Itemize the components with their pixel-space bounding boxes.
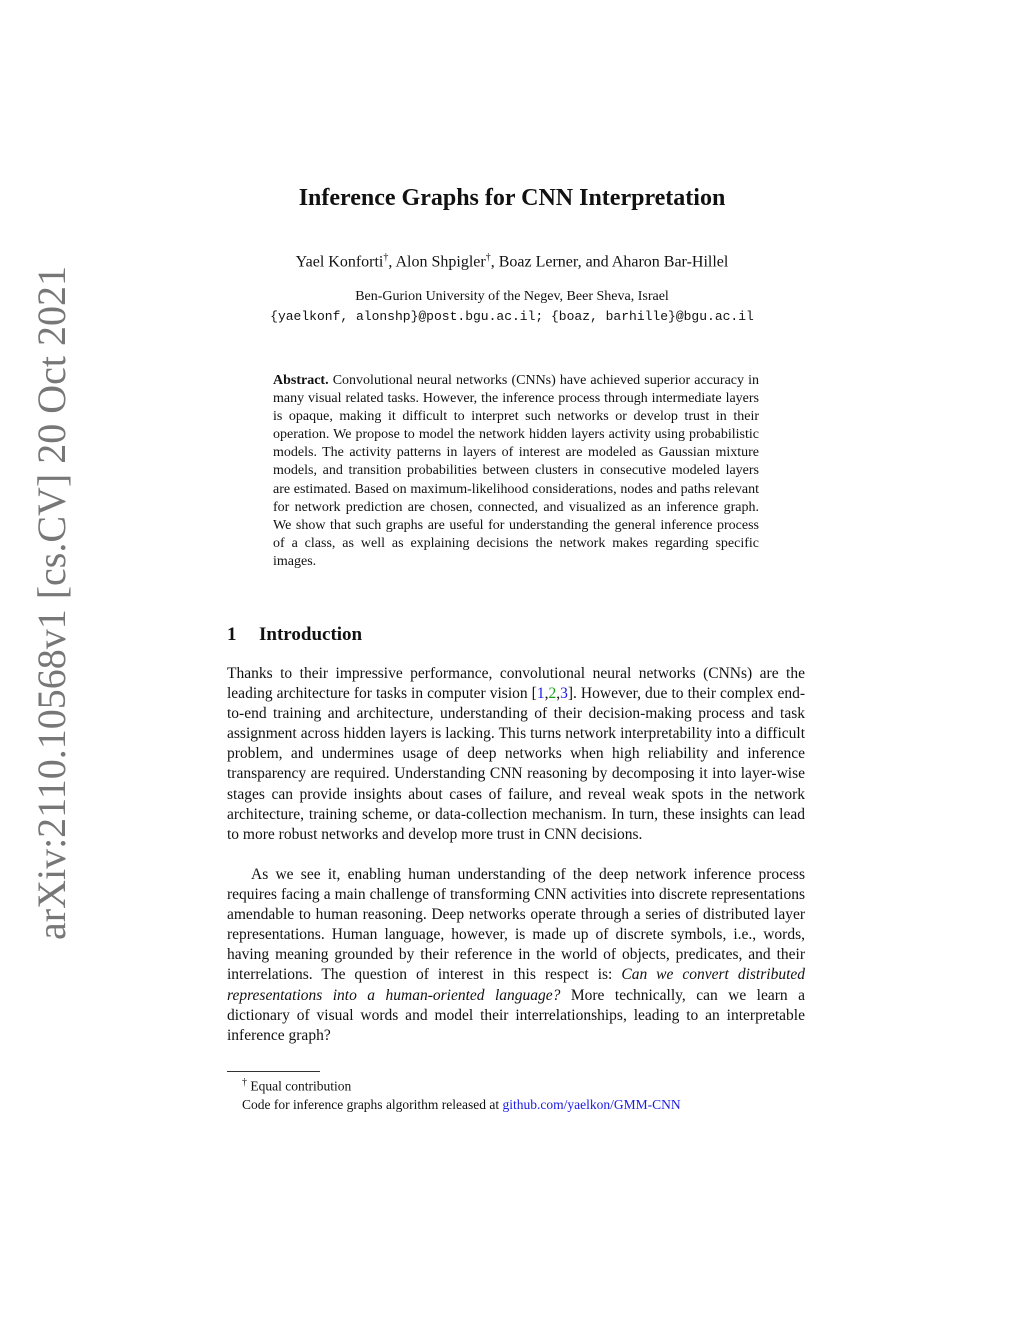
section-heading — [227, 624, 362, 646]
code-repository-link[interactable]: github.com/yaelkon/GMM-CNN — [502, 1097, 681, 1112]
author: Aharon Bar-Hillel — [611, 253, 729, 271]
paragraph-text: As we see it, enabling human understanding of the deep network inference process requires facing a main challenge of transforming CNN activities into discrete representations amendable to human reasoning. Deep networks operate through a series of distributed layer representations. Human language, however, is made up of discrete symbols, i.e., words, having meaning grounded by their reference in the world of objects, predicates, and their interrelations. The question of interest in this respect is: — [227, 866, 805, 984]
citation-link[interactable]: 2 — [548, 685, 557, 703]
arxiv-identifier: arXiv:2110.10568v1 [cs.CV] 20 Oct 2021 — [29, 266, 74, 940]
affiliation: Ben-Gurion University of the Negev, Beer Sheva, Israel — [355, 289, 669, 304]
abstract-text: Convolutional neural networks (CNNs) have achieved superior accuracy in many visual related tasks. However, the inference process through intermediate layers is opaque, making it difficult to interpret such networks or develop trust in their operation. We propose to model the network hidden layers activity using probabilistic models. The activity patterns in layers of interest are modeled as Gaussian mixture models, and transition probabilities between clusters in consecutive modeled layers are estimated. Based on maximum-likelihood considerations, nodes and paths relevant for network prediction are chosen, connected, and visualized as an inference graph. We show that such graphs are useful for understanding the general inference process of a class, as well as explaining decisions the network makes regarding specific images. — [273, 373, 759, 569]
abstract-label: Abstract. — [273, 373, 329, 388]
emphasized-question: Can we convert distributed representations into a human-oriented language? — [227, 966, 806, 1004]
paragraph — [227, 865, 805, 1046]
dagger-mark: † — [485, 252, 491, 263]
section-number: 1 — [227, 624, 237, 645]
footnote-text: Code for inference graphs algorithm released at — [242, 1097, 500, 1112]
author: Boaz Lerner — [498, 253, 578, 271]
footnote-code — [242, 1097, 681, 1113]
citation-link[interactable]: 3 — [560, 685, 568, 703]
paragraph-text: Thanks to their impressive performance, convolutional neural networks (CNNs) are the leading architecture for tasks in computer vision [ — [227, 665, 805, 703]
citation-link[interactable]: 1 — [536, 685, 545, 703]
author-list: Yael Konforti†, Alon Shpigler†, Boaz Lerner, and Aharon Bar-Hillel — [295, 252, 729, 271]
section-title: Introduction — [259, 624, 363, 645]
footnote-rule — [227, 1071, 320, 1072]
paragraph-text: ]. However, due to their complex end-to-end training and architecture, understanding of their decision-making process and task assignment across hidden layers is lacking. This turns network interpretability into a difficult problem, and undermines usage of deep networks when high reliability and inference transparency are required. Understanding CNN reasoning by decomposing it into layer-wise stages can provide insights about cases of failure, and reveal weak spots in the network architecture, training scheme, or data-collection mechanism. In turn, these insights can lead to more robust networks and develop more trust in CNN decisions. — [227, 685, 805, 843]
abstract — [273, 372, 759, 571]
paragraph: Thanks to their impressive performance, convolutional neural networks (CNNs) are the leading architecture for tasks in computer vision [1,2,3]. However, due to their complex end-to-end training and architecture, understanding of their decision-making process and task assignment across hidden layers is lacking. This turns network interpretability into a difficult problem, and undermines usage of deep networks when high reliability and inference transparency are required. Understanding CNN reasoning by decomposing it into layer-wise stages can provide insights about cases of failure, and reveal weak spots in the network architecture, training scheme, or data-collection mechanism. In turn, these insights can lead to more robust networks and develop more trust in CNN decisions. — [227, 665, 805, 843]
footnote-text: Equal contribution — [250, 1078, 352, 1094]
dagger-mark: † — [242, 1077, 247, 1088]
paragraph-text: More technically, can we learn a dictionary of visual words and model their interrelationships, leading to an interpretable inference graph? — [227, 986, 805, 1044]
footnote-equal-contribution — [242, 1077, 351, 1095]
dagger-mark: † — [383, 252, 389, 263]
author: Yael Konforti — [295, 253, 384, 271]
paper-title: Inference Graphs for CNN Interpretation — [298, 185, 726, 211]
author-emails: {yaelkonf, alonshp}@post.bgu.ac.il; {boaz, barhille}@bgu.ac.il — [270, 309, 754, 324]
author: Alon Shpigler — [395, 253, 486, 271]
